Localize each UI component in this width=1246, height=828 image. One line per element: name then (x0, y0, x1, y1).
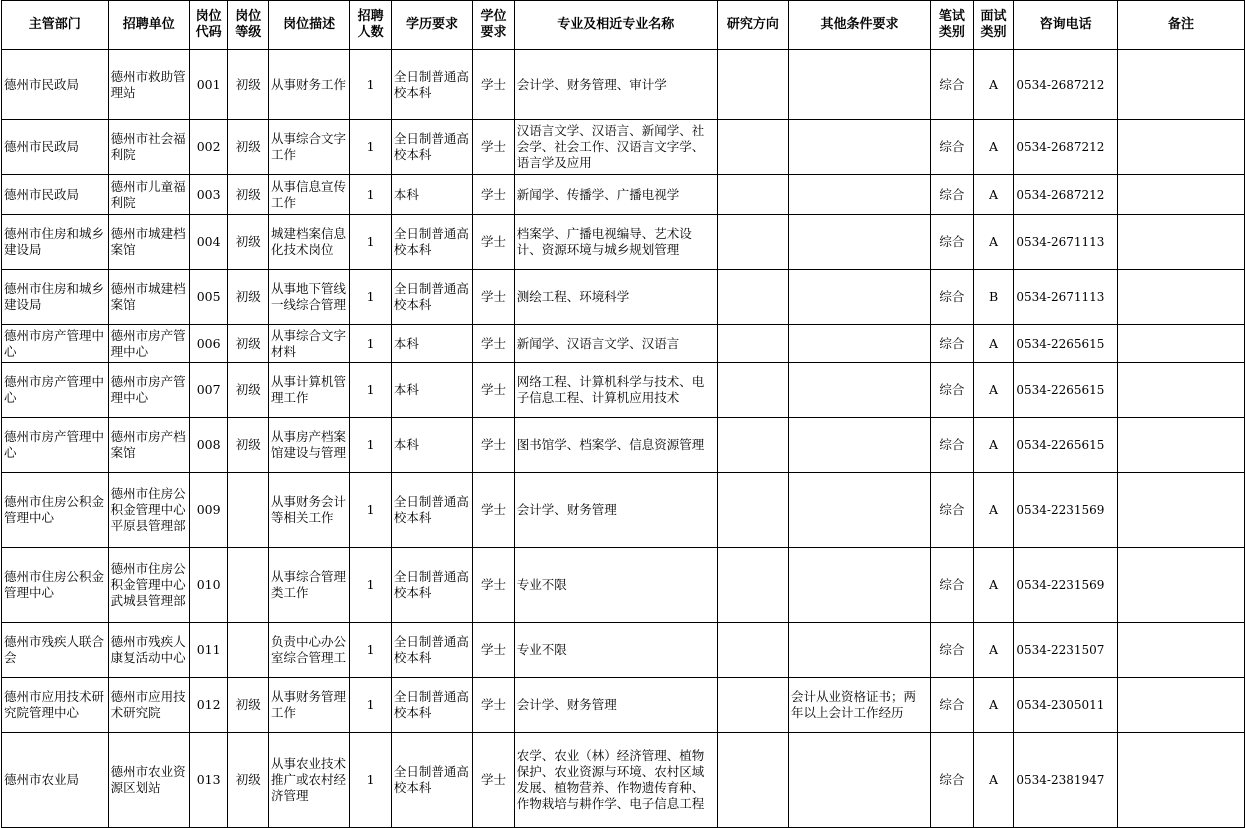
cell-other (788, 363, 930, 418)
cell-written: 综合 (931, 473, 974, 548)
cell-major: 专业不限 (514, 548, 717, 623)
cell-count: 1 (350, 473, 392, 548)
cell-interview: A (973, 733, 1014, 828)
cell-other (788, 548, 930, 623)
cell-dept: 德州市房产管理中心 (2, 363, 109, 418)
table-row (2, 418, 1245, 473)
cell-education: 全日制普通高校本科 (391, 678, 472, 733)
cell-degree: 学士 (473, 548, 515, 623)
header-count: 招聘人数 (350, 1, 392, 50)
cell-education: 全日制普通高校本科 (391, 623, 472, 678)
cell-written: 综合 (931, 120, 974, 175)
cell-written: 综合 (931, 418, 974, 473)
cell-research (717, 733, 788, 828)
cell-other (788, 733, 930, 828)
cell-unit: 德州市房产管理中心 (108, 363, 189, 418)
cell-code: 004 (189, 215, 228, 270)
cell-remark (1117, 363, 1244, 418)
cell-major: 档案学、广播电视编导、艺术设计、资源环境与城乡规划管理 (514, 215, 717, 270)
cell-phone: 0534-2687212 (1014, 120, 1118, 175)
table-row (2, 325, 1245, 363)
cell-written: 综合 (931, 325, 974, 363)
cell-level: 初级 (228, 175, 269, 215)
cell-code: 009 (189, 473, 228, 548)
cell-remark (1117, 120, 1244, 175)
cell-remark (1117, 678, 1244, 733)
cell-dept: 德州市住房和城乡建设局 (2, 270, 109, 325)
cell-major: 会计学、财务管理 (514, 473, 717, 548)
cell-education: 全日制普通高校本科 (391, 473, 472, 548)
cell-remark (1117, 50, 1244, 120)
cell-research (717, 548, 788, 623)
cell-other (788, 418, 930, 473)
cell-education: 全日制普通高校本科 (391, 270, 472, 325)
cell-education: 本科 (391, 325, 472, 363)
cell-phone: 0534-2687212 (1014, 50, 1118, 120)
header-remark: 备注 (1117, 1, 1244, 50)
cell-phone: 0534-2265615 (1014, 418, 1118, 473)
cell-phone: 0534-2265615 (1014, 325, 1118, 363)
cell-remark (1117, 733, 1244, 828)
cell-major: 新闻学、传播学、广播电视学 (514, 175, 717, 215)
cell-unit: 德州市应用技术研究院 (108, 678, 189, 733)
cell-dept: 德州市住房和城乡建设局 (2, 215, 109, 270)
table-row (2, 623, 1245, 678)
cell-count: 1 (350, 363, 392, 418)
cell-written: 综合 (931, 270, 974, 325)
cell-research (717, 325, 788, 363)
cell-desc: 从事计算机管理工作 (269, 363, 350, 418)
cell-degree: 学士 (473, 623, 515, 678)
cell-education: 全日制普通高校本科 (391, 120, 472, 175)
cell-interview: A (973, 363, 1014, 418)
cell-unit: 德州市社会福利院 (108, 120, 189, 175)
cell-code: 007 (189, 363, 228, 418)
cell-level: 初级 (228, 120, 269, 175)
cell-level (228, 623, 269, 678)
cell-written: 综合 (931, 678, 974, 733)
cell-major: 图书馆学、档案学、信息资源管理 (514, 418, 717, 473)
cell-count: 1 (350, 175, 392, 215)
table-row (2, 120, 1245, 175)
cell-dept: 德州市民政局 (2, 175, 109, 215)
cell-phone: 0534-2265615 (1014, 363, 1118, 418)
cell-desc: 从事综合文字材料 (269, 325, 350, 363)
cell-written: 综合 (931, 175, 974, 215)
cell-unit: 德州市救助管理站 (108, 50, 189, 120)
cell-remark (1117, 325, 1244, 363)
cell-interview: A (973, 623, 1014, 678)
header-phone: 咨询电话 (1014, 1, 1118, 50)
header-other: 其他条件要求 (788, 1, 930, 50)
table-row (2, 678, 1245, 733)
cell-other (788, 270, 930, 325)
header-desc: 岗位描述 (269, 1, 350, 50)
cell-level: 初级 (228, 363, 269, 418)
cell-interview: A (973, 175, 1014, 215)
table-body (2, 50, 1245, 828)
cell-level: 初级 (228, 418, 269, 473)
header-education: 学历要求 (391, 1, 472, 50)
cell-written: 综合 (931, 215, 974, 270)
cell-major: 测绘工程、环境科学 (514, 270, 717, 325)
cell-education: 本科 (391, 418, 472, 473)
cell-major: 汉语言文学、汉语言、新闻学、社会学、社会工作、汉语言文字学、语言学及应用 (514, 120, 717, 175)
table-row (2, 548, 1245, 623)
cell-other (788, 325, 930, 363)
cell-research (717, 270, 788, 325)
cell-phone: 0534-2231569 (1014, 548, 1118, 623)
cell-count: 1 (350, 215, 392, 270)
cell-dept: 德州市残疾人联合会 (2, 623, 109, 678)
cell-interview: A (973, 418, 1014, 473)
cell-major: 会计学、财务管理、审计学 (514, 50, 717, 120)
cell-code: 008 (189, 418, 228, 473)
cell-unit: 德州市城建档案馆 (108, 270, 189, 325)
cell-level: 初级 (228, 50, 269, 120)
cell-dept: 德州市房产管理中心 (2, 325, 109, 363)
table-row (2, 473, 1245, 548)
cell-unit: 德州市住房公积金管理中心平原县管理部 (108, 473, 189, 548)
cell-research (717, 215, 788, 270)
cell-phone: 0534-2231569 (1014, 473, 1118, 548)
cell-major: 专业不限 (514, 623, 717, 678)
table-row (2, 215, 1245, 270)
cell-count: 1 (350, 50, 392, 120)
cell-desc: 负责中心办公室综合管理工 (269, 623, 350, 678)
cell-code: 012 (189, 678, 228, 733)
cell-major: 新闻学、汉语言文学、汉语言 (514, 325, 717, 363)
cell-written: 综合 (931, 50, 974, 120)
cell-code: 010 (189, 548, 228, 623)
cell-research (717, 623, 788, 678)
cell-desc: 从事房产档案馆建设与管理 (269, 418, 350, 473)
cell-unit: 德州市房产档案馆 (108, 418, 189, 473)
cell-interview: A (973, 120, 1014, 175)
cell-desc: 从事信息宣传工作 (269, 175, 350, 215)
cell-research (717, 363, 788, 418)
cell-count: 1 (350, 325, 392, 363)
cell-dept: 德州市民政局 (2, 50, 109, 120)
table-row (2, 270, 1245, 325)
header-unit: 招聘单位 (108, 1, 189, 50)
header-code: 岗位代码 (189, 1, 228, 50)
cell-code: 006 (189, 325, 228, 363)
header-degree: 学位要求 (473, 1, 515, 50)
cell-dept: 德州市民政局 (2, 120, 109, 175)
cell-degree: 学士 (473, 418, 515, 473)
table-row (2, 363, 1245, 418)
cell-other (788, 175, 930, 215)
cell-code: 003 (189, 175, 228, 215)
header-interview: 面试类别 (973, 1, 1014, 50)
cell-remark (1117, 623, 1244, 678)
cell-count: 1 (350, 623, 392, 678)
recruitment-table (1, 0, 1245, 828)
cell-degree: 学士 (473, 363, 515, 418)
cell-phone: 0534-2671113 (1014, 215, 1118, 270)
header-level: 岗位等级 (228, 1, 269, 50)
cell-dept: 德州市农业局 (2, 733, 109, 828)
header-written: 笔试类别 (931, 1, 974, 50)
cell-written: 综合 (931, 363, 974, 418)
cell-count: 1 (350, 418, 392, 473)
cell-remark (1117, 418, 1244, 473)
cell-research (717, 120, 788, 175)
header-research: 研究方向 (717, 1, 788, 50)
cell-level: 初级 (228, 270, 269, 325)
table-row (2, 50, 1245, 120)
cell-unit: 德州市住房公积金管理中心武城县管理部 (108, 548, 189, 623)
cell-degree: 学士 (473, 175, 515, 215)
cell-degree: 学士 (473, 733, 515, 828)
cell-dept: 德州市住房公积金管理中心 (2, 473, 109, 548)
cell-desc: 从事地下管线一线综合管理 (269, 270, 350, 325)
cell-interview: A (973, 548, 1014, 623)
cell-remark (1117, 215, 1244, 270)
cell-degree: 学士 (473, 678, 515, 733)
cell-dept: 德州市房产管理中心 (2, 418, 109, 473)
cell-count: 1 (350, 733, 392, 828)
cell-major: 农学、农业（林）经济管理、植物保护、农业资源与环境、农村区域发展、植物营养、作物遗传育种、作物栽培与耕作学、电子信息工程 (514, 733, 717, 828)
cell-degree: 学士 (473, 473, 515, 548)
cell-education: 本科 (391, 175, 472, 215)
cell-interview: A (973, 473, 1014, 548)
cell-research (717, 678, 788, 733)
cell-count: 1 (350, 120, 392, 175)
cell-research (717, 473, 788, 548)
cell-major: 会计学、财务管理 (514, 678, 717, 733)
cell-code: 013 (189, 733, 228, 828)
cell-code: 002 (189, 120, 228, 175)
cell-degree: 学士 (473, 215, 515, 270)
cell-degree: 学士 (473, 120, 515, 175)
cell-dept: 德州市应用技术研究院管理中心 (2, 678, 109, 733)
cell-interview: A (973, 215, 1014, 270)
cell-desc: 从事农业技术推广或农村经济管理 (269, 733, 350, 828)
cell-dept: 德州市住房公积金管理中心 (2, 548, 109, 623)
cell-phone: 0534-2231507 (1014, 623, 1118, 678)
cell-interview: A (973, 50, 1014, 120)
cell-written: 综合 (931, 623, 974, 678)
cell-remark (1117, 270, 1244, 325)
cell-written: 综合 (931, 733, 974, 828)
cell-major: 网络工程、计算机科学与技术、电子信息工程、计算机应用技术 (514, 363, 717, 418)
cell-unit: 德州市农业资源区划站 (108, 733, 189, 828)
cell-desc: 从事财务工作 (269, 50, 350, 120)
cell-remark (1117, 548, 1244, 623)
cell-code: 001 (189, 50, 228, 120)
cell-unit: 德州市房产管理中心 (108, 325, 189, 363)
cell-research (717, 50, 788, 120)
cell-level: 初级 (228, 678, 269, 733)
cell-remark (1117, 473, 1244, 548)
cell-interview: A (973, 325, 1014, 363)
cell-phone: 0534-2381947 (1014, 733, 1118, 828)
cell-phone: 0534-2687212 (1014, 175, 1118, 215)
cell-unit: 德州市残疾人康复活动中心 (108, 623, 189, 678)
table-row (2, 175, 1245, 215)
cell-degree: 学士 (473, 50, 515, 120)
cell-desc: 从事财务管理工作 (269, 678, 350, 733)
cell-education: 全日制普通高校本科 (391, 733, 472, 828)
header-major: 专业及相近专业名称 (514, 1, 717, 50)
cell-level (228, 548, 269, 623)
header-row (2, 1, 1245, 50)
cell-level (228, 473, 269, 548)
cell-education: 全日制普通高校本科 (391, 215, 472, 270)
cell-unit: 德州市儿童福利院 (108, 175, 189, 215)
cell-level: 初级 (228, 733, 269, 828)
cell-other (788, 215, 930, 270)
cell-count: 1 (350, 678, 392, 733)
cell-other (788, 623, 930, 678)
cell-level: 初级 (228, 325, 269, 363)
cell-education: 全日制普通高校本科 (391, 548, 472, 623)
cell-level: 初级 (228, 215, 269, 270)
cell-code: 005 (189, 270, 228, 325)
cell-interview: A (973, 678, 1014, 733)
cell-code: 011 (189, 623, 228, 678)
cell-desc: 从事财务会计等相关工作 (269, 473, 350, 548)
cell-interview: B (973, 270, 1014, 325)
cell-research (717, 175, 788, 215)
cell-education: 全日制普通高校本科 (391, 50, 472, 120)
cell-other (788, 473, 930, 548)
cell-remark (1117, 175, 1244, 215)
cell-desc: 城建档案信息化技术岗位 (269, 215, 350, 270)
cell-count: 1 (350, 270, 392, 325)
cell-desc: 从事综合文字工作 (269, 120, 350, 175)
cell-written: 综合 (931, 548, 974, 623)
cell-degree: 学士 (473, 270, 515, 325)
header-dept: 主管部门 (2, 1, 109, 50)
cell-phone: 0534-2305011 (1014, 678, 1118, 733)
cell-phone: 0534-2671113 (1014, 270, 1118, 325)
cell-education: 本科 (391, 363, 472, 418)
cell-other (788, 120, 930, 175)
table-row (2, 733, 1245, 828)
cell-unit: 德州市城建档案馆 (108, 215, 189, 270)
cell-other: 会计从业资格证书；两年以上会计工作经历 (788, 678, 930, 733)
cell-other (788, 50, 930, 120)
cell-desc: 从事综合管理类工作 (269, 548, 350, 623)
cell-research (717, 418, 788, 473)
cell-degree: 学士 (473, 325, 515, 363)
cell-count: 1 (350, 548, 392, 623)
